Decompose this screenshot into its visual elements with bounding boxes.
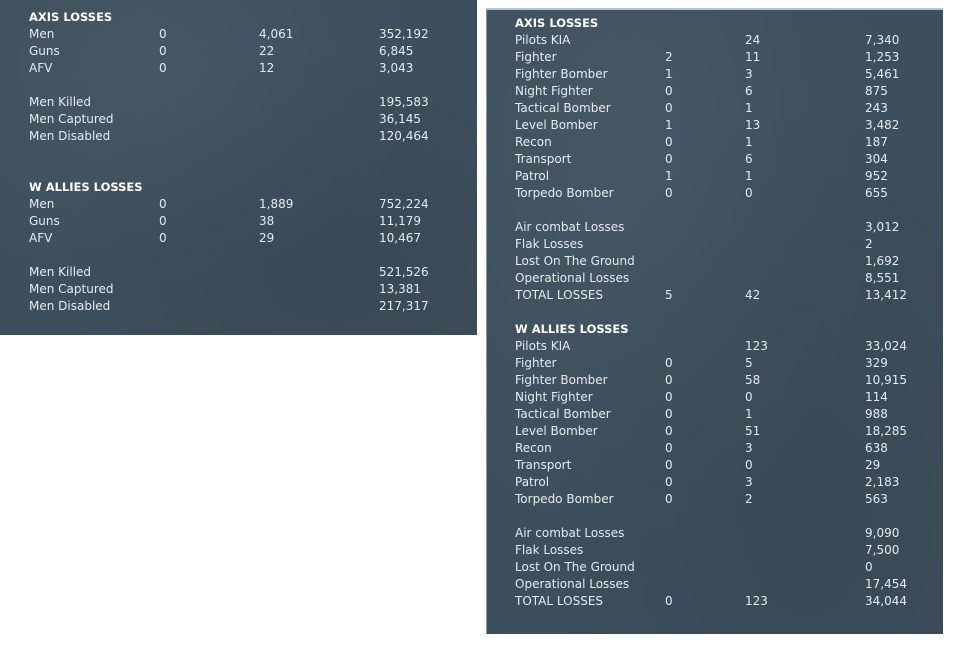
summary-value-turn: 5 — [665, 288, 673, 302]
row-value-turn: 0 — [665, 424, 673, 438]
row-value-recent: 123 — [745, 339, 768, 353]
summary-row — [29, 128, 449, 145]
row-value-total: 243 — [865, 101, 888, 115]
summary-row — [29, 298, 449, 315]
row-value-total: 563 — [865, 492, 888, 506]
row-value-recent: 1 — [745, 169, 753, 183]
row-value-turn: 0 — [665, 135, 673, 149]
row-value-turn: 2 — [665, 50, 673, 64]
row-value-turn: 0 — [665, 84, 673, 98]
table-row — [29, 26, 449, 43]
summary-value-turn: 0 — [665, 594, 673, 608]
table-row — [515, 185, 935, 202]
row-value-turn: 1 — [665, 67, 673, 81]
row-label: Patrol — [515, 475, 550, 489]
row-label: Fighter Bomber — [515, 67, 608, 81]
row-value-turn: 0 — [665, 186, 673, 200]
row-value-turn: 0 — [665, 152, 673, 166]
row-value-recent: 3 — [745, 67, 753, 81]
summary-value-recent: 123 — [745, 594, 768, 608]
table-row — [29, 196, 449, 213]
row-value-recent: 11 — [745, 50, 761, 64]
summary-label: Men Killed — [29, 265, 92, 279]
summary-label: TOTAL LOSSES — [515, 288, 604, 302]
row-label: Men — [29, 27, 55, 41]
row-value-turn: 0 — [159, 231, 167, 245]
row-value-turn: 0 — [665, 373, 673, 387]
table-row — [515, 134, 935, 151]
summary-row — [515, 542, 935, 559]
row-value-turn: 0 — [665, 101, 673, 115]
table-row — [515, 457, 935, 474]
row-value-total: 187 — [865, 135, 888, 149]
axis-air-losses-section — [515, 15, 935, 304]
row-value-total: 29 — [865, 458, 881, 472]
row-label: Transport — [515, 152, 572, 166]
row-value-total: 638 — [865, 441, 888, 455]
row-label: AFV — [29, 231, 53, 245]
row-value-turn: 1 — [665, 118, 673, 132]
row-value-recent: 38 — [259, 214, 275, 228]
table-row — [29, 60, 449, 77]
summary-row — [515, 525, 935, 542]
summary-row — [515, 236, 935, 253]
row-value-recent: 13 — [745, 118, 761, 132]
row-value-total: 655 — [865, 186, 888, 200]
summary-label: Flak Losses — [515, 543, 584, 557]
row-value-recent: 0 — [745, 458, 753, 472]
row-value-turn: 0 — [665, 458, 673, 472]
row-label: Night Fighter — [515, 84, 593, 98]
summary-label: Men Disabled — [29, 129, 111, 143]
row-value-recent: 1 — [745, 135, 753, 149]
table-row — [515, 49, 935, 66]
row-value-recent: 2 — [745, 492, 753, 506]
summary-label: Men Captured — [29, 282, 114, 296]
row-value-recent: 29 — [259, 231, 275, 245]
row-value-total: 3,482 — [865, 118, 900, 132]
row-value-recent: 58 — [745, 373, 761, 387]
row-value-total: 304 — [865, 152, 888, 166]
row-value-turn: 0 — [159, 44, 167, 58]
table-row — [515, 355, 935, 372]
summary-label: Air combat Losses — [515, 220, 625, 234]
row-value-turn: 0 — [665, 407, 673, 421]
summary-value: 217,317 — [379, 299, 429, 313]
table-row — [515, 151, 935, 168]
row-label: Fighter — [515, 50, 557, 64]
row-label: Torpedo Bomber — [515, 492, 614, 506]
row-label: Guns — [29, 44, 60, 58]
row-value-recent: 1 — [745, 101, 753, 115]
summary-value-total: 34,044 — [865, 594, 907, 608]
row-value-total: 7,340 — [865, 33, 900, 47]
row-label: Torpedo Bomber — [515, 186, 614, 200]
row-value-recent: 0 — [745, 390, 753, 404]
row-value-total: 6,845 — [379, 44, 414, 58]
table-row — [515, 117, 935, 134]
table-row — [515, 440, 935, 457]
summary-row — [29, 111, 449, 128]
ground-losses-panel — [0, 0, 477, 335]
row-value-recent: 3 — [745, 475, 753, 489]
total-row — [515, 593, 935, 610]
summary-row — [515, 559, 935, 576]
table-row — [515, 474, 935, 491]
summary-value-total: 13,412 — [865, 288, 907, 302]
row-value-recent: 51 — [745, 424, 761, 438]
summary-label: Air combat Losses — [515, 526, 625, 540]
row-label: Tactical Bomber — [515, 101, 611, 115]
row-label: Level Bomber — [515, 424, 598, 438]
table-row — [515, 372, 935, 389]
summary-row — [515, 270, 935, 287]
summary-label: Men Killed — [29, 95, 92, 109]
summary-value-total: 0 — [865, 560, 873, 574]
row-value-total: 752,224 — [379, 197, 429, 211]
row-value-total: 11,179 — [379, 214, 421, 228]
summary-value: 120,464 — [379, 129, 429, 143]
table-row — [515, 406, 935, 423]
row-label: Transport — [515, 458, 572, 472]
row-label: Pilots KIA — [515, 339, 571, 353]
summary-row — [515, 576, 935, 593]
total-row — [515, 287, 935, 304]
summary-value: 36,145 — [379, 112, 421, 126]
summary-label: Operational Losses — [515, 577, 630, 591]
row-value-recent: 1 — [745, 407, 753, 421]
air-losses-panel — [486, 8, 943, 634]
summary-label: Operational Losses — [515, 271, 630, 285]
table-row — [515, 32, 935, 49]
row-value-total: 33,024 — [865, 339, 907, 353]
row-value-total: 10,915 — [865, 373, 907, 387]
row-value-total: 10,467 — [379, 231, 421, 245]
summary-value: 195,583 — [379, 95, 429, 109]
summary-row — [515, 219, 935, 236]
summary-value-total: 8,551 — [865, 271, 900, 285]
table-row — [515, 491, 935, 508]
row-value-turn: 0 — [665, 390, 673, 404]
row-label: Recon — [515, 135, 552, 149]
row-label: AFV — [29, 61, 53, 75]
summary-value-total: 9,090 — [865, 526, 900, 540]
table-row — [515, 338, 935, 355]
summary-row — [29, 94, 449, 111]
row-label: Guns — [29, 214, 60, 228]
row-value-total: 114 — [865, 390, 888, 404]
axis-losses-title: AXIS LOSSES — [29, 10, 113, 24]
summary-value-recent: 42 — [745, 288, 761, 302]
summary-value-total: 2 — [865, 237, 873, 251]
row-value-total: 352,192 — [379, 27, 429, 41]
row-value-turn: 0 — [159, 214, 167, 228]
row-value-turn: 1 — [665, 169, 673, 183]
summary-label: TOTAL LOSSES — [515, 594, 604, 608]
row-value-recent: 12 — [259, 61, 275, 75]
row-value-recent: 0 — [745, 186, 753, 200]
allies-losses-title: W ALLIES LOSSES — [29, 180, 143, 194]
row-label: Level Bomber — [515, 118, 598, 132]
row-value-total: 988 — [865, 407, 888, 421]
row-value-total: 5,461 — [865, 67, 900, 81]
table-row — [515, 66, 935, 83]
summary-value-total: 1,692 — [865, 254, 900, 268]
row-value-turn: 0 — [159, 61, 167, 75]
row-value-recent: 6 — [745, 84, 753, 98]
summary-value-total: 17,454 — [865, 577, 907, 591]
summary-value-total: 7,500 — [865, 543, 900, 557]
row-value-recent: 3 — [745, 441, 753, 455]
allies-ground-losses-section — [29, 179, 449, 315]
summary-label: Lost On The Ground — [515, 560, 635, 574]
summary-value: 13,381 — [379, 282, 421, 296]
table-row — [29, 213, 449, 230]
row-value-recent: 22 — [259, 44, 275, 58]
axis-losses-title: AXIS LOSSES — [515, 16, 599, 30]
allies-air-losses-section — [515, 321, 935, 610]
row-label: Pilots KIA — [515, 33, 571, 47]
row-label: Recon — [515, 441, 552, 455]
row-label: Fighter — [515, 356, 557, 370]
row-value-recent: 24 — [745, 33, 761, 47]
row-value-turn: 0 — [665, 441, 673, 455]
table-row — [515, 389, 935, 406]
row-value-recent: 5 — [745, 356, 753, 370]
row-value-total: 18,285 — [865, 424, 907, 438]
row-value-total: 952 — [865, 169, 888, 183]
allies-losses-title: W ALLIES LOSSES — [515, 322, 629, 336]
row-value-recent: 6 — [745, 152, 753, 166]
summary-label: Lost On The Ground — [515, 254, 635, 268]
summary-row — [29, 264, 449, 281]
summary-label: Flak Losses — [515, 237, 584, 251]
table-row — [515, 83, 935, 100]
table-row — [515, 100, 935, 117]
row-value-total: 875 — [865, 84, 888, 98]
summary-row — [515, 253, 935, 270]
row-value-recent: 1,889 — [259, 197, 294, 211]
table-row — [29, 230, 449, 247]
summary-value-total: 3,012 — [865, 220, 900, 234]
summary-label: Men Disabled — [29, 299, 111, 313]
table-row — [515, 168, 935, 185]
row-value-turn: 0 — [159, 197, 167, 211]
row-label: Night Fighter — [515, 390, 593, 404]
row-label: Tactical Bomber — [515, 407, 611, 421]
axis-ground-losses-section — [29, 9, 449, 145]
row-value-total: 2,183 — [865, 475, 900, 489]
row-value-turn: 0 — [665, 492, 673, 506]
summary-row — [29, 281, 449, 298]
row-value-turn: 0 — [665, 356, 673, 370]
row-value-turn: 0 — [665, 475, 673, 489]
summary-label: Men Captured — [29, 112, 114, 126]
row-value-total: 1,253 — [865, 50, 900, 64]
row-value-total: 329 — [865, 356, 888, 370]
table-row — [29, 43, 449, 60]
row-value-total: 3,043 — [379, 61, 414, 75]
table-row — [515, 423, 935, 440]
row-label: Patrol — [515, 169, 550, 183]
summary-value: 521,526 — [379, 265, 429, 279]
row-label: Men — [29, 197, 55, 211]
row-label: Fighter Bomber — [515, 373, 608, 387]
row-value-recent: 4,061 — [259, 27, 294, 41]
row-value-turn: 0 — [159, 27, 167, 41]
